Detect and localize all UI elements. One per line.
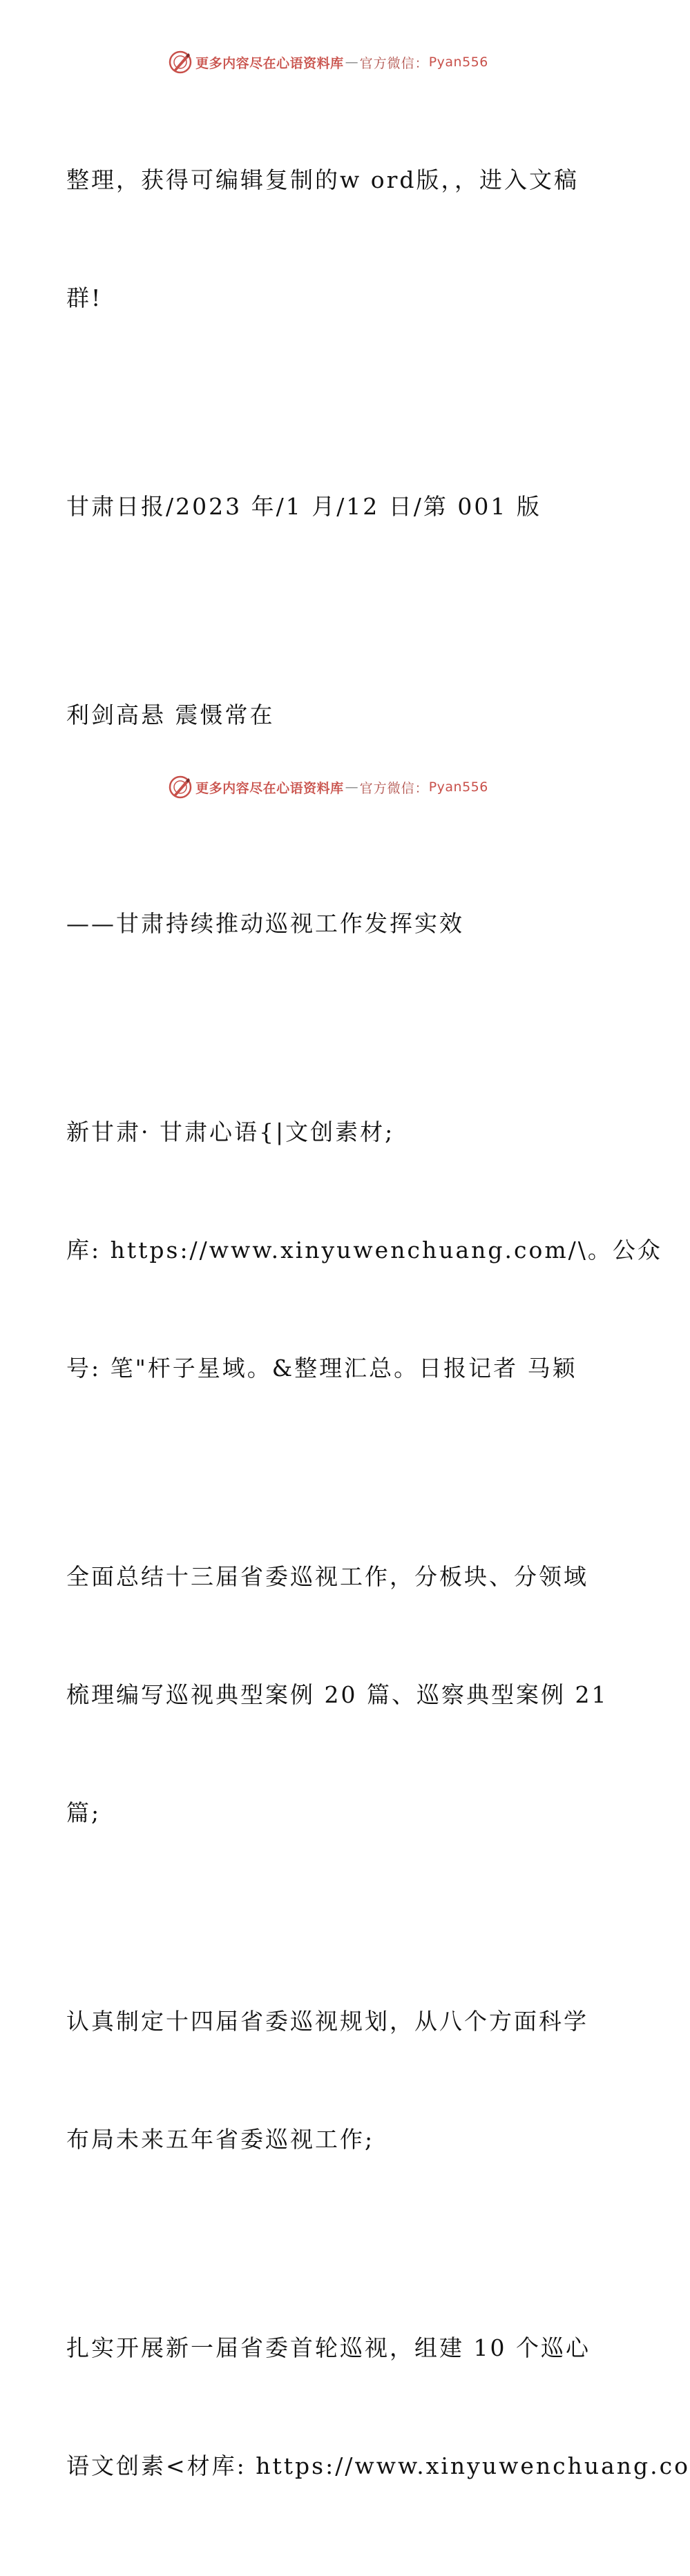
paragraph-body-2: [66, 1923, 598, 2238]
text-line: 篇;: [66, 1799, 102, 1826]
paragraph-byline: [66, 1034, 662, 1466]
banner-text: 更多内容尽在心语资料库: [195, 55, 344, 71]
text-line: 整理，获得可编辑复制的w ord版，，进入文稿: [66, 166, 579, 193]
pen-logo-icon: [168, 50, 193, 75]
banner-separator: —: [345, 779, 358, 795]
banner-text: 更多内容尽在心语资料库: [195, 780, 344, 796]
paragraph-body-3: [66, 2249, 690, 2564]
text-line: 全面总结十三届省委巡视工作，分板块、分领域: [66, 1563, 588, 1590]
title-line: 利剑高悬 震慑常在: [66, 701, 275, 728]
wechat-id: Pyan556: [428, 779, 488, 795]
text-line: 认真制定十四届省委巡视规划，从八个方面科学: [66, 2008, 588, 2035]
paragraph-body-1: [66, 1478, 608, 1911]
wechat-id: Pyan556: [428, 55, 488, 70]
article-subtitle: [66, 825, 598, 1022]
paragraph-source: [66, 408, 598, 605]
wechat-label: 官方微信：: [359, 780, 429, 796]
text-line: 布局未来五年省委巡视工作;: [66, 2126, 375, 2153]
wechat-label: 官方微信：: [359, 55, 429, 71]
pen-logo-icon: [168, 775, 193, 800]
text-line: 新甘肃· 甘肃心语{|文创素材;: [66, 1118, 395, 1145]
document-body: [66, 81, 690, 2576]
text-line: 扎实开展新一届省委首轮巡视，组建 10 个巡心: [66, 2334, 591, 2361]
text-line: 号: 笔"杆子星域。&整理汇总。日报记者 马颖: [66, 1355, 577, 1382]
footer-watermark-banner: [0, 773, 656, 801]
text-line: 梳理编写巡视典型案例 20 篇、巡察典型案例 21: [66, 1681, 608, 1708]
text-line: 群!: [66, 284, 103, 311]
header-watermark-banner: [0, 48, 656, 76]
text-line: 语文创素<材库: https://www.xinyuwenchuang.co: [66, 2452, 690, 2479]
subtitle-line: ——甘肃持续推动巡视工作发挥实效: [66, 910, 464, 937]
banner-separator: —: [345, 55, 358, 70]
text-line: 库: https://www.xinyuwenchuang.com/\。公众: [66, 1237, 662, 1263]
source-line: 甘肃日报/2023 年/1 月/12 日/第 001 版: [66, 493, 542, 520]
paragraph-intro: [66, 81, 598, 396]
